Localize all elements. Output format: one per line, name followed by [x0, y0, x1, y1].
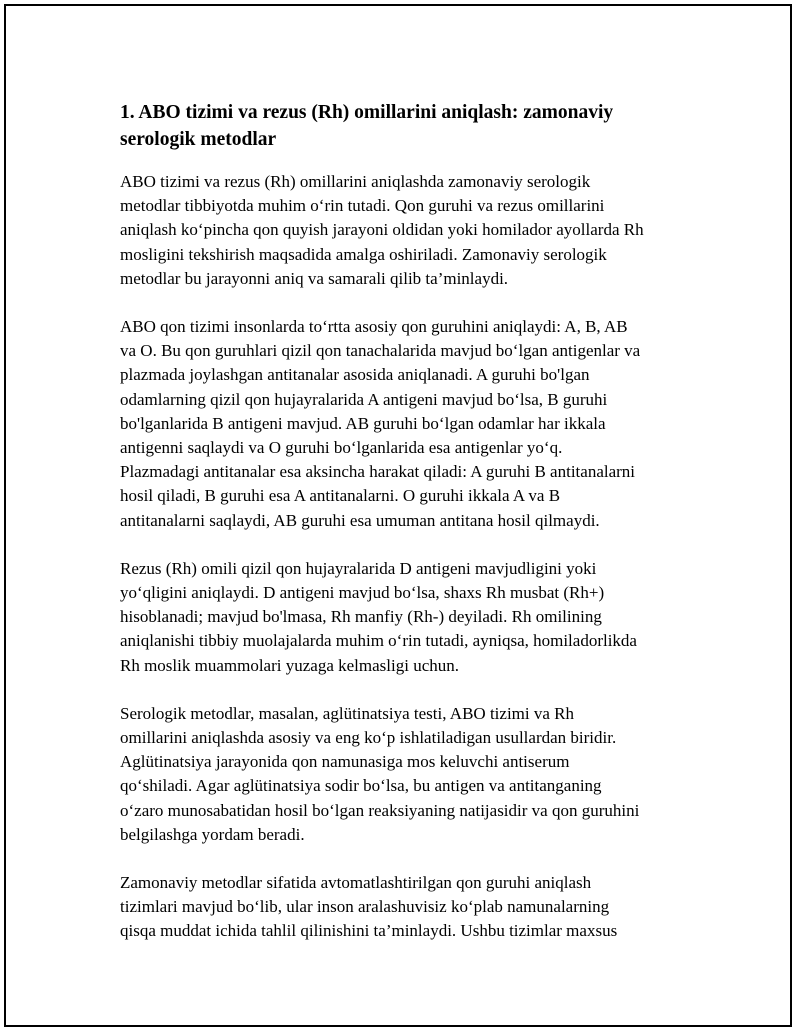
page-frame — [4, 4, 792, 1027]
section-heading: 1. ABO tizimi va rezus (Rh) omillarini aniqlash: zamonaviy serologik metodlar — [120, 102, 614, 150]
document-body — [120, 99, 700, 968]
paragraph-abo-system: ABO qon tizimi insonlarda toʻrtta asosiy qon guruhini aniqlaydi: A, B, AB va O. Bu qon guruhlari qizil qon tanachalarida mavjud boʻlgan antigenlar va plazmada joylashgan antitanalar asosida aniqlanadi. A guruhi bo'lgan odamlarning qizil qon hujayralarida A antigeni mavjud boʻlsa, B guruhi bo'lganlarida B antigeni mavjud. AB guruhi boʻlgan odamlar har ikkala antigenni saqlaydi va O guruhi boʻlganlarida esa antigenlar yoʻq. Plazmadagi antitanalar esa aksincha harakat qiladi: A guruhi B antitanalarni hosil qiladi, B guruhi esa A antitanalarni. O guruhi ikkala A va B antitanalarni saqlaydi, AB guruhi esa umuman antitana hosil qilmaydi. — [120, 317, 641, 530]
paragraph-rh-factor: Rezus (Rh) omili qizil qon hujayralarida D antigeni mavjudligini yoki yoʻqligini aniqlaydi. D antigeni mavjud boʻlsa, shaxs Rh musbat (Rh+) hisoblanadi; mavjud bo'lmasa, Rh manfiy (Rh-) deyiladi. Rh omilining aniqlanishi tibbiy muolajalarda muhim oʻrin tutadi, ayniqsa, homiladorlikda Rh moslik muammolari yuzaga kelmasligi uchun. — [120, 558, 637, 675]
paragraph-serologic-methods: Serologik metodlar, masalan, aglütinatsiya testi, ABO tizimi va Rh omillarini aniqlashda asosiy va eng koʻp ishlatiladigan usullardan biridir. Aglütinatsiya jarayonida qon namunasiga mos keluvchi antiserum qoʻshiladi. Agar aglütinatsiya sodir boʻlsa, bu antigen va antitanganing oʻzaro munosabatidan hosil boʻlgan reaksiyaning natijasidir va qon guruhini belgilashga yordam beradi. — [120, 703, 640, 844]
paragraph-modern-methods: Zamonaviy metodlar sifatida avtomatlashtirilgan qon guruhi aniqlash tizimlari mavjud boʻlib, ular inson aralashuvisiz koʻplab namunalarning qisqa muddat ichida tahlil qilinishini ta’minlaydi. Ushbu tizimlar maxsus — [120, 873, 618, 941]
paragraph-intro: ABO tizimi va rezus (Rh) omillarini aniqlashda zamonaviy serologik metodlar tibbiyotda muhim oʻrin tutadi. Qon guruhi va rezus omillarini aniqlash koʻpincha qon quyish jarayoni oldidan yoki homilador ayollarda Rh mosligini tekshirish maqsadida amalga oshiriladi. Zamonaviy serologik metodlar bu jarayonni aniq va samarali qilib ta’minlaydi. — [120, 172, 644, 288]
